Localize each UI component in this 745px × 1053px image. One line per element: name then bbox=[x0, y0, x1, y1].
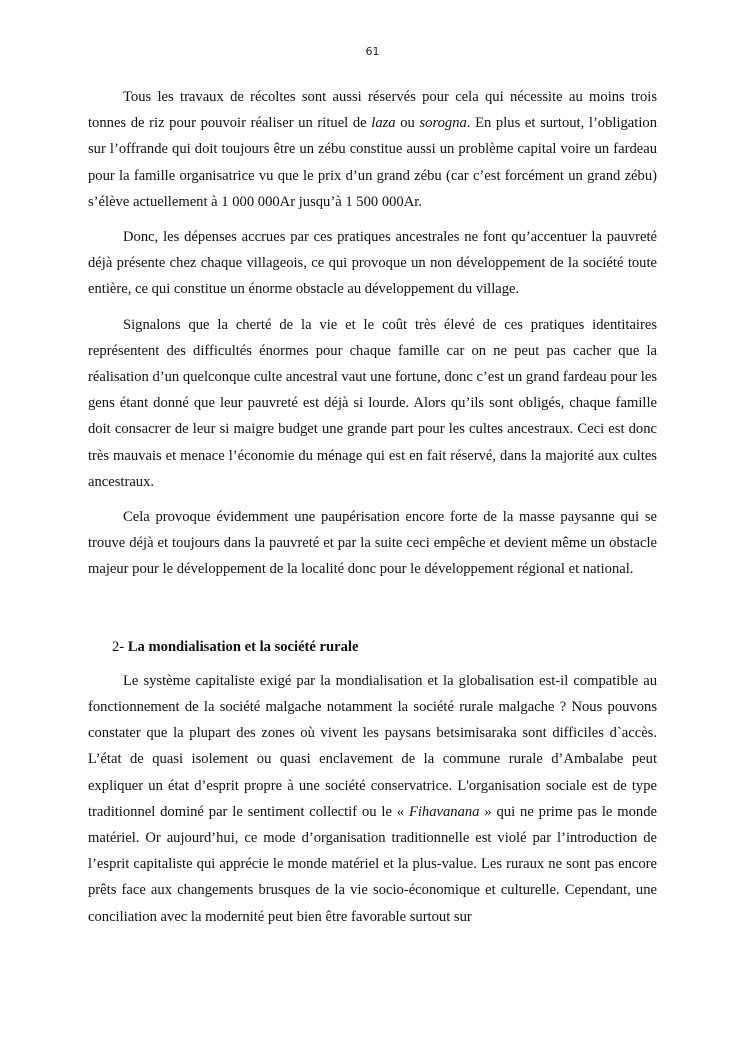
text-run: Donc, les dépenses accrues par ces pratiques ancestrales ne font qu’accentuer la pauvreté déjà présente chez chaque villageois, ce qui provoque un non développement de la société toute entière, ce qui constitue un énorme obstacle au développement du village. bbox=[88, 229, 657, 298]
section-title: La mondialisation et la société rurale bbox=[127, 638, 359, 655]
italic-term: Fihavanana bbox=[408, 803, 480, 820]
text-run: . En plus et surtout, l’obligation sur l’offrande qui doit toujours être un zébu constitue aussi un problème capital voire un fardeau pour la famille organisatrice vu que le prix d’un grand zébu (car c’est forcément un grand zébu) s’élève actuellement à 1 000 000Ar jusqu’à 1 500 000Ar. bbox=[88, 115, 657, 210]
italic-term: laza bbox=[371, 115, 396, 132]
italic-term: sorogna bbox=[419, 115, 467, 132]
text-run: ou bbox=[395, 115, 420, 132]
section-heading bbox=[88, 634, 657, 660]
text-run: Le système capitaliste exigé par la mondialisation et la globalisation est-il compatible au fonctionnement de la société malgache notamment la société rurale malgache ? Nous pouvons constater que la plupart des zones où vivent les paysans betsimisaraka sont difficiles d`accès. L’état de quasi isolement ou quasi enclavement de la commune rurale d’Ambalabe peut expliquer un état d’esprit propre à une société conservatrice. L'organisation sociale est de type traditionnel dominé par le sentiment collectif ou le « bbox=[88, 672, 657, 820]
body-text bbox=[88, 84, 657, 930]
text-run: Cela provoque évidemment une paupérisation encore forte de la masse paysanne qui se trouve déjà et toujours dans la pauvreté et par la suite ceci empêche et devient même un obstacle majeur pour le développement de la localité donc pour le développement régional et national. bbox=[88, 509, 657, 578]
paragraph bbox=[88, 312, 657, 495]
page-number: 61 bbox=[365, 45, 380, 58]
section-number: 2- bbox=[112, 638, 128, 655]
paragraph bbox=[88, 504, 657, 583]
paragraph bbox=[88, 224, 657, 303]
text-run: Signalons que la cherté de la vie et le coût très élevé de ces pratiques identitaires représentent des difficultés énormes pour chaque famille car on ne peut pas cacher que la réalisation d’un quelconque culte ancestral vaut une fortune, donc c’est un grand fardeau pour les gens étant donné que leur pauvreté est déjà si lourde. Alors qu’ils sont obligés, chaque famille doit consacrer de leur si maigre budget une grande part pour les cultes ancestraux. Ceci est donc très mauvais et menace l’économie du ménage qui est en fait réservé, dans la majorité aux cultes ancestraux. bbox=[88, 316, 657, 490]
paragraph bbox=[88, 84, 657, 215]
text-run: Tous les travaux de récoltes sont aussi réservés pour cela qui nécessite au moins trois tonnes de riz pour pouvoir réaliser un rituel de bbox=[88, 89, 657, 132]
text-run: » qui ne prime pas le monde matériel. Or aujourd’hui, ce mode d’organisation traditionnelle est violé par l’introduction de l’esprit capitaliste qui apprécie le monde matériel et la plus-value. Les ruraux ne sont pas encore prêts face aux changements brusques de la vie socio-économique et culturelle. Cependant, une conciliation avec la modernité peut bien être favorable surtout sur bbox=[88, 803, 657, 925]
paragraph bbox=[88, 668, 657, 930]
